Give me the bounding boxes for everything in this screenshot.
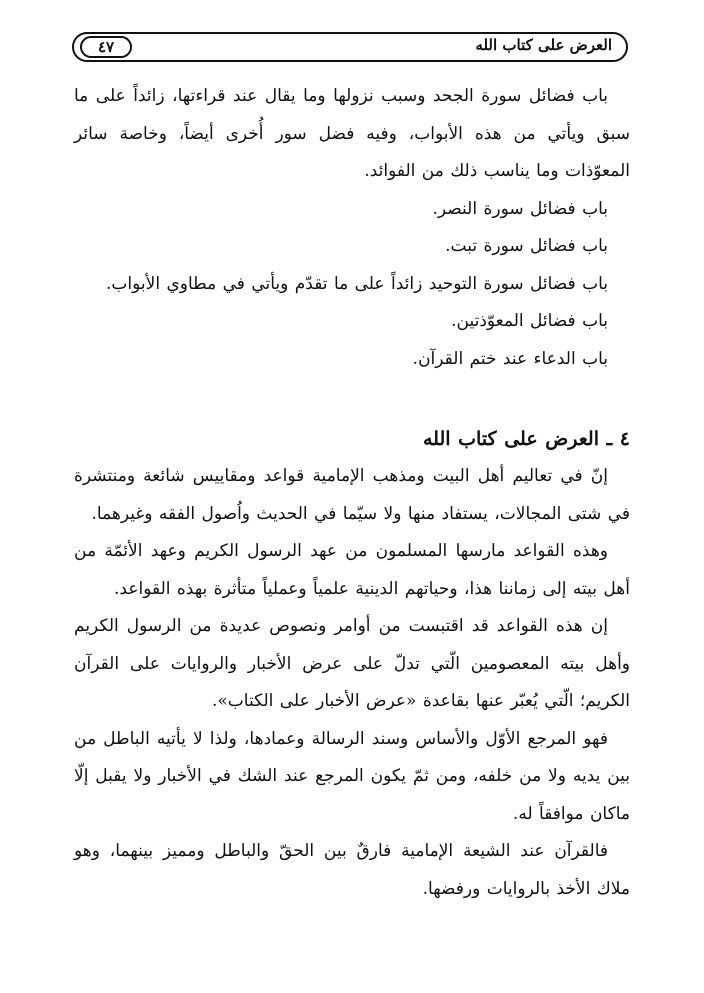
chapter-list — [74, 191, 630, 379]
body-paragraph: فهو المرجع الأوّل والأساس وسند الرسالة وعمادها، ولذا لا يأتيه الباطل من بين يديه ولا من خلفه، ومن ثمّ يكون المرجع عند الشك في الأخبار ولا يقبل إلّا ماكان موافقاً له. — [74, 728, 630, 824]
body-paragraph: فالقرآن عند الشيعة الإمامية فارقٌ بين الحقّ والباطل ومميز بينهما، وهو ملاك الأخذ بالروايات ورفضها. — [74, 841, 630, 899]
chapter-list-item: باب فضائل المعوّذتين. — [451, 311, 608, 331]
chapter-intro-paragraph: باب فضائل سورة الجحد وسبب نزولها وما يقال عند قراءتها، زائداً على ما سبق ويأتي من هذه الأبواب، وفيه فضل سور أُخرى أيضاً، وخاصة سائر المعوّذات وما يناسب ذلك من الفوائد. — [74, 86, 630, 181]
chapter-list-item: باب فضائل سورة تبت. — [445, 236, 608, 256]
section-heading: ٤ ـ العرض على كتاب الله — [422, 428, 630, 450]
running-header — [72, 32, 628, 62]
chapter-list-item: باب فضائل سورة النصر. — [432, 198, 608, 219]
section-chapters-list — [74, 78, 630, 378]
body-paragraph: إنّ في تعاليم أهل البيت ومذهب الإمامية قواعد ومقاييس شائعة ومنتشرة في شتى المجالات، يستفاد منها ولا سيّما في الحديث واُصول الفقه وغيرهما. — [74, 466, 630, 524]
chapter-list-item: باب فضائل سورة التوحيد زائداً على ما تقدّم ويأتي في مطاوي الأبواب. — [106, 273, 608, 294]
body-paragraph: وهذه القواعد مارسها المسلمون من عهد الرسول الكريم وعهد الأئمّة من أهل بيته إلى زماننا هذا، وحياتهم الدينية علمياً وعملياً متأثرة بهذه القواعد. — [74, 541, 630, 599]
page-number: ٤٧ — [80, 36, 132, 58]
running-header-title: العرض على كتاب الله — [475, 36, 612, 54]
section-presentation — [74, 420, 630, 908]
body-paragraph: إن هذه القواعد قد اقتبست من أوامر ونصوص عديدة من الرسول الكريم وأهل بيته المعصومين الّتي تدلّ على عرض الأخبار والروايات على القرآن الكريم؛ الّتي يُعبّر عنها بقاعدة «عرض الأخبار على الكتاب». — [74, 616, 630, 711]
chapter-list-item: باب الدعاء عند ختم القرآن. — [412, 348, 608, 369]
